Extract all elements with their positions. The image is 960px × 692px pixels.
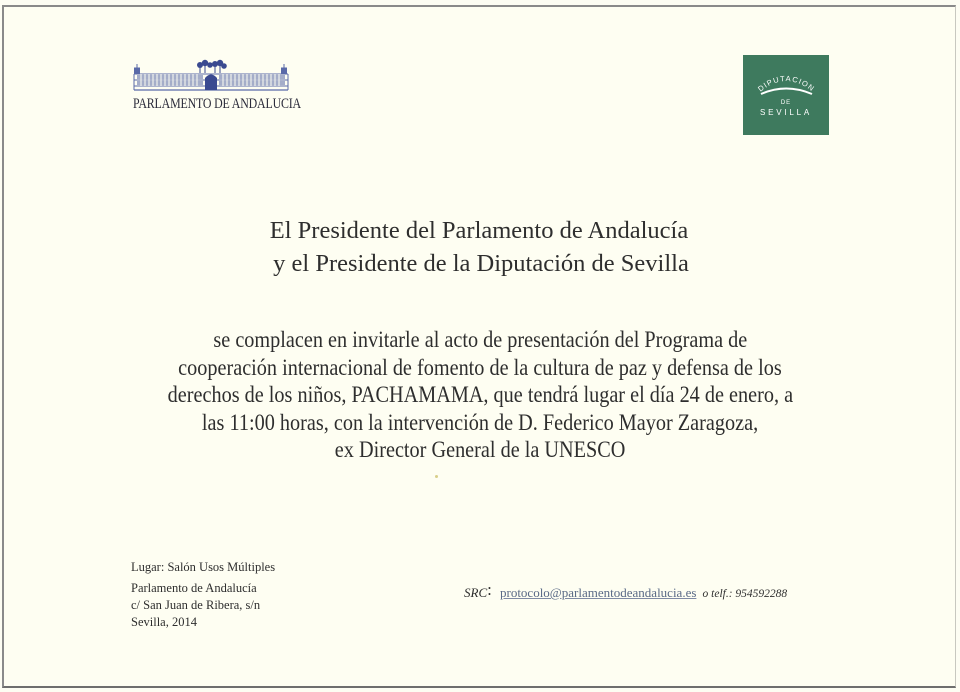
body-line: cooperación internacional de fomento de la cultura de paz y defensa de los xyxy=(178,354,782,380)
venue-label: Lugar: Salón Usos Múltiples xyxy=(131,560,276,574)
diputacion-bottom-text: SEVILLA xyxy=(759,108,813,117)
venue-address-line: Parlamento de Andalucía xyxy=(131,581,257,595)
body-line: las 11:00 horas, con la intervención de D. Federico Mayor Zaragoza, xyxy=(201,409,759,435)
diputacion-emblem-icon xyxy=(743,55,829,135)
headline-line-2: y el Presidente de la Diputación de Sevilla xyxy=(273,250,689,277)
invitation-headline xyxy=(0,214,960,280)
body-line: derechos de los niños, PACHAMAMA, que tendrá lugar el día 24 de enero, a xyxy=(167,382,793,408)
parliament-building-icon xyxy=(133,58,289,94)
headline-line-1: El Presidente del Parlamento de Andalucía xyxy=(269,217,689,244)
body-line: se complacen en invitarle al acto de presentación del Programa de xyxy=(213,327,747,352)
src-label: SRC xyxy=(464,585,488,600)
svg-text:DIPUTACION xyxy=(756,74,817,94)
diputacion-middle-text: DE xyxy=(780,100,792,106)
contact-phone: o telf.: 954592288 xyxy=(702,588,788,600)
venue-address-line: c/ San Juan de Ribera, s/n xyxy=(131,598,261,612)
body-line: ex Director General de la UNESCO xyxy=(334,437,626,463)
diputacion-logo xyxy=(743,55,829,135)
paper-speck xyxy=(435,475,438,478)
invitation-body xyxy=(0,326,960,464)
contact-email-link[interactable]: protocolo@parlamentodeandalucia.es xyxy=(499,585,697,600)
venue-info xyxy=(131,559,275,631)
rsvp-contact xyxy=(464,580,787,601)
parlamento-logo xyxy=(133,58,301,120)
venue-address-line: Sevilla, 2014 xyxy=(131,615,197,629)
diputacion-top-text: DIPUTACION xyxy=(756,73,817,94)
src-colon: : xyxy=(487,580,492,599)
parlamento-logo-text: PARLAMENTO DE ANDALUCIA xyxy=(133,96,301,112)
